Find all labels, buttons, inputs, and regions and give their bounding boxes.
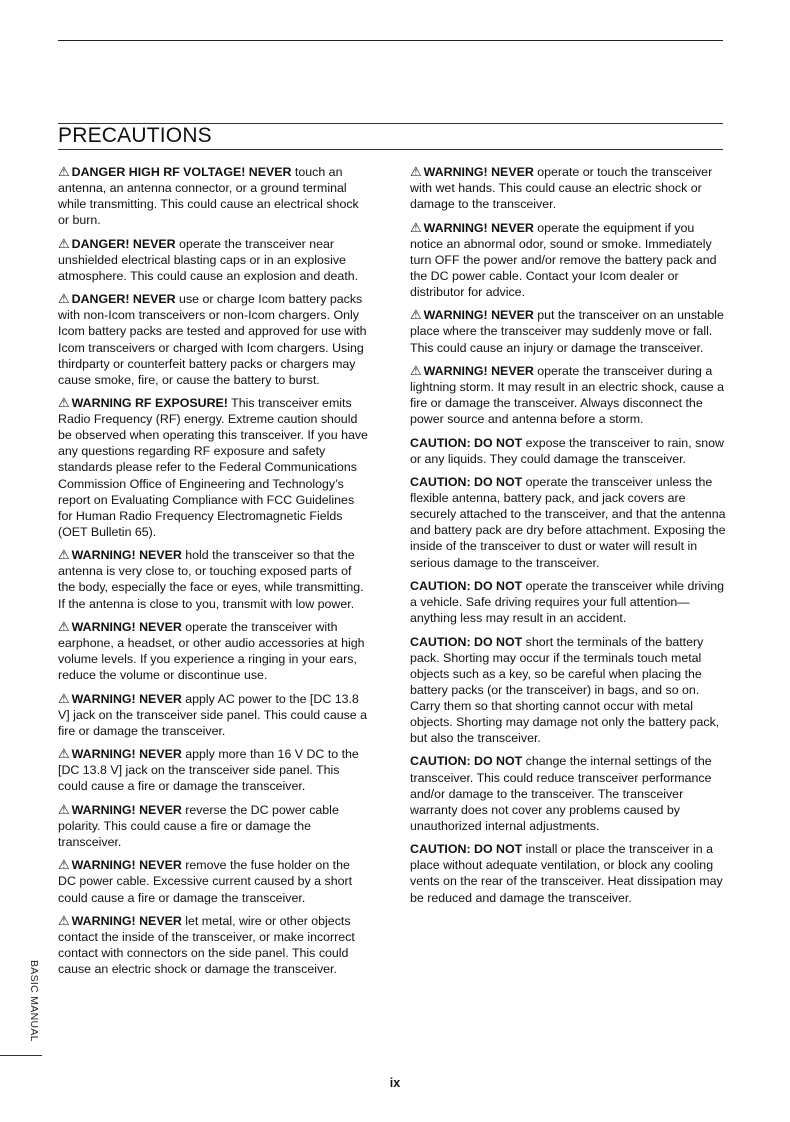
precaution-item	[58, 236, 370, 284]
precaution-heading: WARNING! NEVER	[423, 220, 534, 235]
precaution-text: hold the transceiver so that the antenna is very close to, or touching exposed parts of the body, especially the face or eyes, while transmitting. If the antenna is close to you, transmit with low power.	[58, 548, 364, 611]
precaution-item	[58, 913, 370, 977]
warning-triangle-icon: ⚠	[58, 857, 70, 873]
precaution-heading: CAUTION: DO NOT	[410, 842, 523, 857]
precaution-text: This transceiver emits Radio Frequency (RF) energy. Extreme caution should be observed when operating this transceiver. If you have any questions regarding RF exposure and safety standards please refer to the Federal Communications Commission Office of Engineering and Technology’s report on Evaluating Compliance with FCC Guidelines for Human Radio Frequency Electromagnetic Fields (OET Bulletin 65).	[58, 396, 368, 539]
precaution-text: touch an antenna, an antenna connector, or a ground terminal while transmitting. This could cause an electrical shock or burn.	[58, 165, 359, 228]
warning-triangle-icon: ⚠	[58, 395, 70, 411]
precaution-text: operate the transceiver while driving a vehicle. Safe driving requires your full attention—anything less may result in an accident.	[410, 578, 724, 626]
precaution-heading: DANGER! NEVER	[71, 292, 176, 307]
precaution-item	[410, 841, 728, 905]
precaution-heading: DANGER! NEVER	[71, 236, 176, 251]
precaution-item	[410, 220, 728, 300]
precaution-heading: WARNING! NEVER	[71, 858, 182, 873]
precaution-heading: CAUTION: DO NOT	[410, 634, 523, 649]
precaution-text: apply more than 16 V DC to the [DC 13.8 V] jack on the transceiver side panel. This could cause a fire or damage the transceiver.	[58, 747, 359, 794]
precaution-text: remove the fuse holder on the DC power cable. Excessive current caused by a short could cause a fire or damage the transceiver.	[58, 858, 353, 905]
warning-triangle-icon: ⚠	[410, 307, 422, 323]
precaution-text: expose the transceiver to rain, snow or any liquids. They could damage the transceiver.	[410, 435, 724, 466]
precaution-text: operate the transceiver with earphone, a headset, or other audio accessories at high volume levels. If you experience a ringing in your ears, reduce the volume or discontinue use.	[58, 619, 365, 683]
precaution-text: reverse the DC power cable polarity. This could cause a fire or damage the transceiver.	[58, 802, 339, 849]
precaution-text: operate the equipment if you notice an abnormal odor, sound or smoke. Immediately turn OFF the power and/or remove the battery pack and the DC power cable. Contact your Icom dealer or distributor for advice.	[410, 220, 717, 299]
side-label-text: BASIC MANUAL	[28, 960, 40, 1042]
precaution-text: operate or touch the transceiver with wet hands. This could cause an electric shock or damage to the transceiver.	[410, 165, 713, 212]
warning-triangle-icon: ⚠	[58, 746, 70, 762]
precaution-heading: CAUTION: DO NOT	[410, 435, 523, 450]
right-column	[410, 164, 728, 913]
warning-triangle-icon: ⚠	[410, 219, 422, 235]
warning-triangle-icon: ⚠	[58, 547, 70, 563]
precaution-heading: WARNING! NEVER	[71, 548, 182, 563]
precaution-heading: WARNING! NEVER	[423, 363, 534, 378]
precaution-text: change the internal settings of the transceiver. This could reduce transceiver performance and/or damage to the transceiver. The transceiver warranty does not cover any problems caused by unauthorized internal adjustments.	[410, 754, 712, 833]
precaution-item	[410, 307, 728, 355]
side-rule	[0, 1055, 42, 1056]
precaution-heading: WARNING RF EXPOSURE!	[71, 396, 228, 411]
precaution-item	[410, 363, 728, 427]
precaution-heading: WARNING! NEVER	[71, 802, 182, 817]
precaution-item	[58, 619, 370, 683]
precaution-text: let metal, wire or other objects contact the inside of the transceiver, or make incorrect contact with connectors on the side panel. This could cause an electric shock or damage the transceiver.	[58, 913, 355, 977]
precaution-item	[410, 578, 728, 626]
precaution-item	[58, 164, 370, 228]
warning-triangle-icon: ⚠	[58, 164, 70, 179]
precaution-item	[58, 395, 370, 540]
title-rule-bottom	[58, 149, 723, 150]
precaution-heading: CAUTION: DO NOT	[410, 475, 523, 490]
precaution-heading: CAUTION: DO NOT	[410, 578, 523, 593]
precaution-heading: WARNING! NEVER	[71, 747, 182, 762]
precaution-item	[58, 746, 370, 794]
precaution-heading: CAUTION: DO NOT	[410, 754, 523, 769]
precaution-heading: WARNING! NEVER	[71, 619, 182, 634]
warning-triangle-icon: ⚠	[410, 362, 422, 378]
precaution-text: operate the transceiver during a lightning storm. It may result in an electric shock, cause a fire or damage the transceiver. Always disconnect the power source and antenna before a storm.	[410, 363, 725, 427]
top-rule	[58, 40, 723, 41]
precaution-item	[58, 802, 370, 850]
warning-triangle-icon: ⚠	[58, 618, 70, 634]
precaution-heading: WARNING! NEVER	[71, 691, 182, 706]
precaution-text: operate the transceiver unless the flexible antenna, battery pack, and jack covers are securely attached to the transceiver, and that the antenna and battery pack are dry before attachment. Exposing the inside of the transceiver to dust or water will result in serious damage to the transceiver.	[410, 475, 726, 570]
precaution-item	[58, 691, 370, 739]
precaution-heading: WARNING! NEVER	[71, 913, 182, 928]
left-column	[58, 164, 370, 985]
warning-triangle-icon: ⚠	[410, 164, 422, 179]
precaution-item	[410, 474, 728, 571]
precaution-text: put the transceiver on an unstable place where the transceiver may suddenly move or fall. This could cause an injury or damage the transceiver.	[410, 308, 724, 355]
side-label	[24, 960, 44, 1050]
page-number: ix	[389, 1076, 401, 1090]
warning-triangle-icon: ⚠	[58, 235, 70, 251]
precaution-item	[410, 753, 728, 833]
precaution-item	[410, 435, 728, 467]
warning-triangle-icon: ⚠	[58, 690, 70, 706]
precaution-text: use or charge Icom battery packs with non-Icom transceivers or non-Icom chargers. Only Icom battery packs are tested and approved for use with Icom transceivers or charged with Icom chargers. Using thirdparty or counterfeit battery packs or chargers may cause smoke, fire, or cause the battery to burst.	[58, 292, 367, 387]
precaution-item	[58, 857, 370, 905]
precaution-item	[410, 164, 728, 212]
precaution-heading: WARNING! NEVER	[423, 165, 534, 179]
page-title: PRECAUTIONS	[58, 124, 212, 147]
warning-triangle-icon: ⚠	[58, 291, 70, 307]
precaution-item	[410, 634, 728, 747]
precaution-heading: DANGER HIGH RF VOLTAGE! NEVER	[71, 165, 292, 179]
precaution-item	[58, 547, 370, 611]
precaution-text: short the terminals of the battery pack. Shorting may occur if the terminals touch metal objects such as a key, so be careful when placing the battery packs (or the transceiver) in bags, and so on. Carry them so that shorting cannot occur with metal objects. Shorting may damage not only the battery pack, but also the transceiver.	[410, 634, 720, 746]
precaution-item	[58, 291, 370, 388]
precaution-text: operate the transceiver near unshielded electrical blasting caps or in an explosive atmosphere. This could cause an explosion and death.	[58, 236, 359, 283]
precaution-text: apply AC power to the [DC 13.8 V] jack on the transceiver side panel. This could cause a fire or damage the transceiver.	[58, 691, 368, 738]
warning-triangle-icon: ⚠	[58, 912, 70, 928]
precaution-heading: WARNING! NEVER	[423, 308, 534, 323]
precaution-text: install or place the transceiver in a place without adequate ventilation, or block any cooling vents on the rear of the transceiver. Heat dissipation may be reduced and damage the transceiver.	[410, 842, 723, 905]
warning-triangle-icon: ⚠	[58, 801, 70, 817]
